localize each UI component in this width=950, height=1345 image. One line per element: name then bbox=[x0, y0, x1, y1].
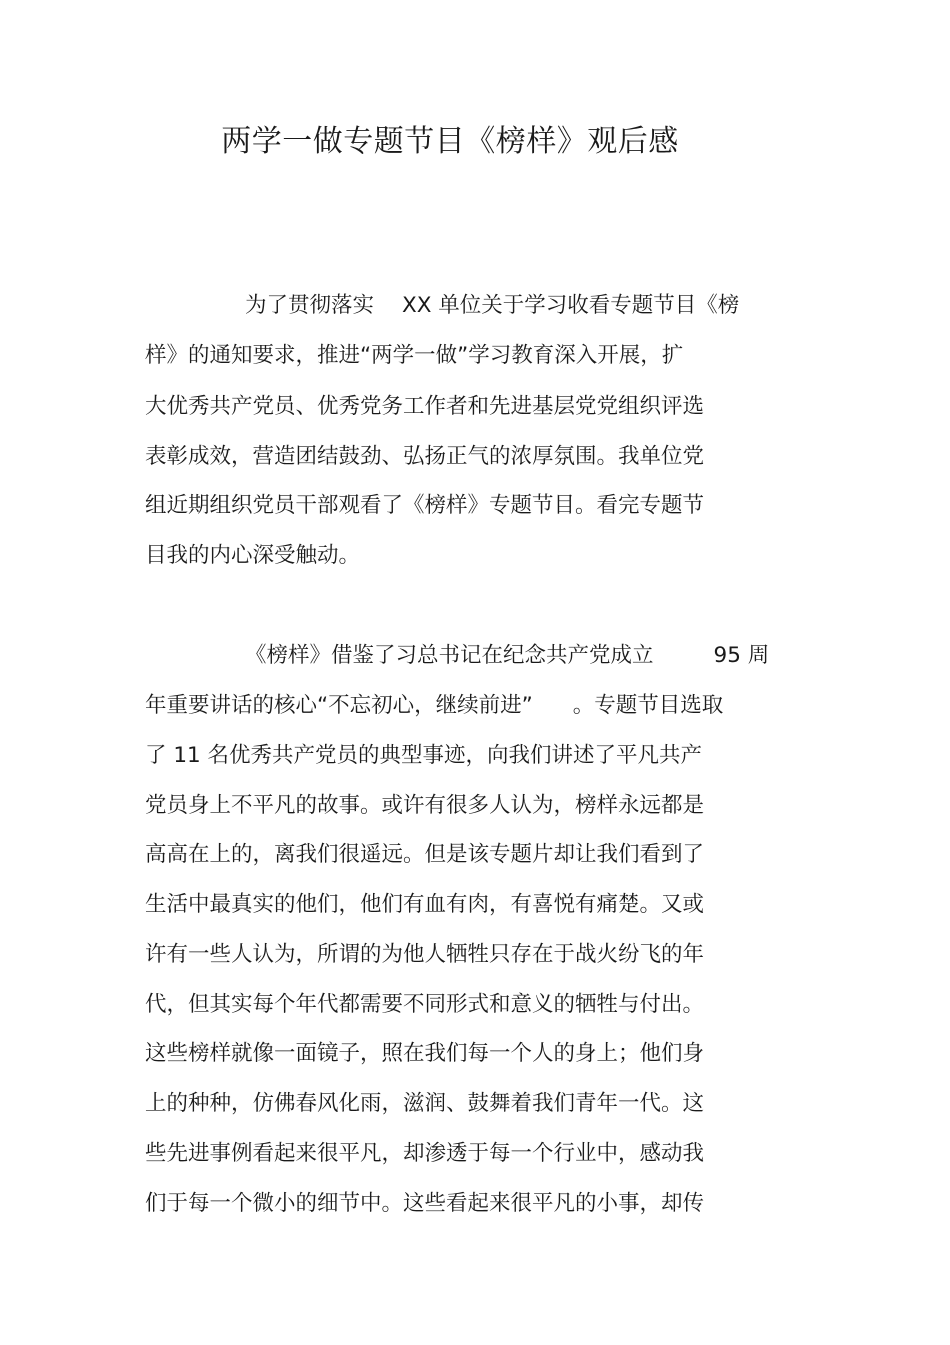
paragraph-2-line-2-part-b: 。专题节目选取 bbox=[572, 693, 724, 718]
paragraph-2-line-12: 们于每一个微小的细节中。这些看起来很平凡的小事，却传 bbox=[145, 1191, 705, 1216]
paragraph-1-line-4: 表彰成效，营造团结鼓劲、弘扬正气的浓厚氛围。我单位党 bbox=[145, 444, 705, 469]
paragraph-2-line-10: 上的种种，仿佛春风化雨，滋润、鼓舞着我们青年一代。这 bbox=[145, 1091, 705, 1116]
paragraph-2-line-2-part-a: 年重要讲话的核心“不忘初心，继续前进” bbox=[145, 693, 533, 718]
paragraph-2-line-1-part-a: 《榜样》借鉴了习总书记在纪念共产党成立 bbox=[245, 643, 654, 668]
paragraph-1-line-2: 样》的通知要求，推进“两学一做”学习教育深入开展，扩 bbox=[145, 343, 684, 368]
document-title: 两学一做专题节目《榜样》观后感 bbox=[221, 124, 679, 159]
paragraph-1-line-3: 大优秀共产党员、优秀党务工作者和先进基层党党组织评选 bbox=[145, 394, 705, 419]
paragraph-1-line-1 bbox=[245, 291, 739, 321]
paragraph-2-line-11: 些先进事例看起来很平凡，却渗透于每一个行业中，感动我 bbox=[145, 1141, 705, 1166]
paragraph-1-line-1-part-b: XX 单位关于学习收看专题节目《榜 bbox=[402, 293, 740, 318]
paragraph-1-line-5: 组近期组织党员干部观看了《榜样》专题节目。看完专题节 bbox=[145, 493, 705, 518]
paragraph-2-line-7: 许有一些人认为，所谓的为他人牺牲只存在于战火纷飞的年 bbox=[145, 942, 705, 967]
paragraph-2-line-2 bbox=[145, 691, 723, 721]
paragraph-2-line-6: 生活中最真实的他们，他们有血有肉，有喜悦有痛楚。又或 bbox=[145, 892, 705, 917]
paragraph-2-line-1-part-b: 95 周 bbox=[713, 643, 770, 668]
paragraph-2-line-3: 了 11 名优秀共产党员的典型事迹，向我们讲述了平凡共产 bbox=[145, 743, 703, 768]
paragraph-2-line-9: 这些榜样就像一面镜子，照在我们每一个人的身上；他们身 bbox=[145, 1041, 705, 1066]
paragraph-2-line-5: 高高在上的，离我们很遥远。但是该专题片却让我们看到了 bbox=[145, 842, 705, 867]
paragraph-2-line-8: 代，但其实每个年代都需要不同形式和意义的牺牲与付出。 bbox=[145, 992, 705, 1017]
paragraph-1-line-1-part-a: 为了贯彻落实 bbox=[245, 293, 375, 318]
paragraph-1-line-6: 目我的内心深受触动。 bbox=[145, 543, 361, 568]
paragraph-2-line-4: 党员身上不平凡的故事。或许有很多人认为，榜样永远都是 bbox=[145, 793, 705, 818]
paragraph-2-line-1 bbox=[245, 641, 769, 671]
